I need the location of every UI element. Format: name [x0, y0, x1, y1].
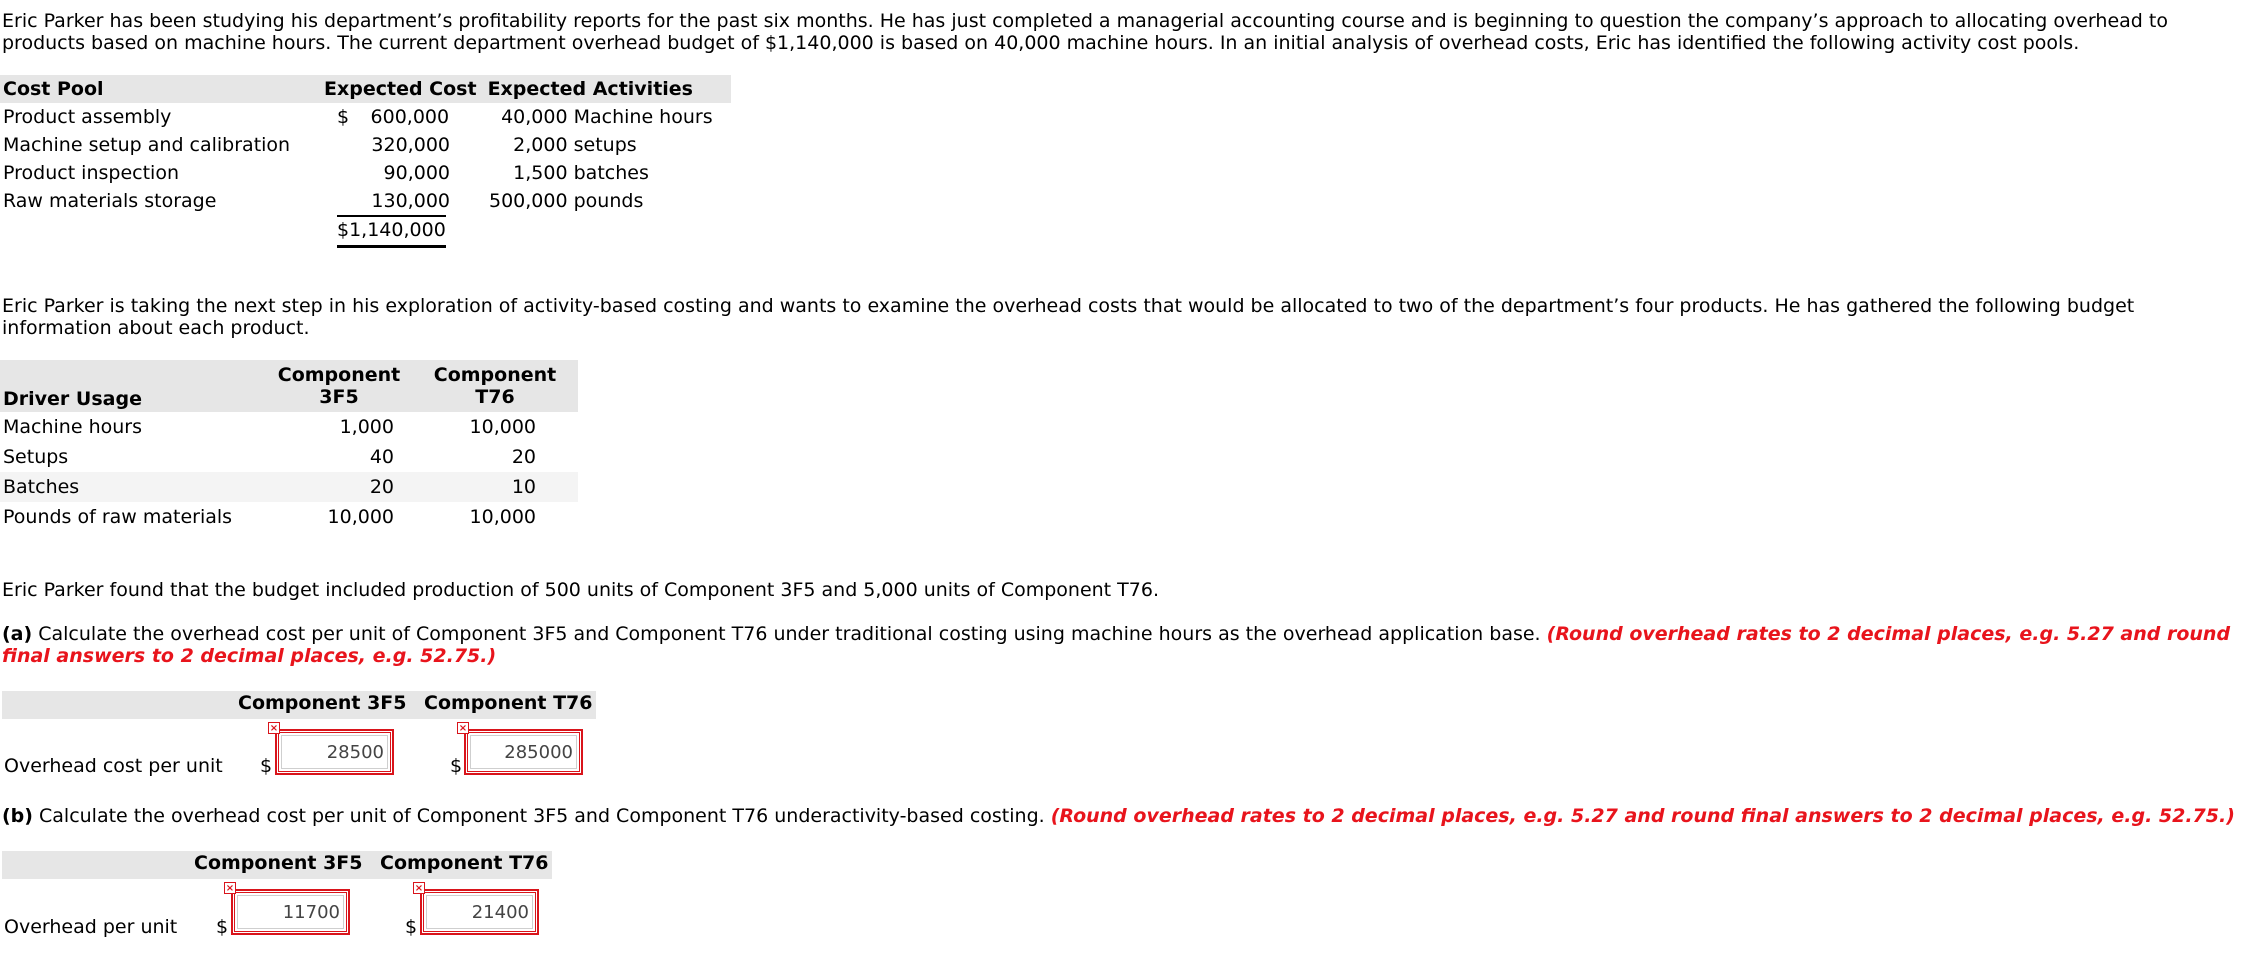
- part-b-dollar-2: $: [405, 916, 418, 938]
- driver-3f5-value: 10,000: [327, 506, 394, 528]
- part-a-tag: (a): [2, 623, 33, 645]
- part-a-t76-input[interactable]: [470, 735, 577, 769]
- expected-cost-header: Expected Cost: [324, 78, 477, 100]
- driver-usage-table: [0, 360, 578, 532]
- expected-activities-header: Expected Activities: [487, 78, 693, 100]
- incorrect-icon: ×: [269, 723, 279, 734]
- col1-line1: Component: [277, 364, 401, 386]
- pool-cost: 320,000: [371, 134, 450, 156]
- pool-cost: 130,000: [371, 190, 450, 212]
- part-b-tag: (b): [2, 805, 33, 827]
- part-b-answer-1-box: [231, 889, 350, 935]
- table-row: [0, 103, 731, 131]
- pool-cost: 600,000: [370, 106, 450, 128]
- part-a-text: Calculate the overhead cost per unit of Component 3F5 and Component T76 under traditional costing using machine hours as the overhead application base.: [32, 623, 1547, 645]
- part-b-question: [2, 805, 2242, 827]
- driver-3f5-value: 1,000: [339, 416, 394, 438]
- pool-unit: Machine hours: [573, 106, 713, 128]
- part-a-3f5-input[interactable]: [281, 735, 388, 769]
- intro-paragraph: Eric Parker has been studying his department’s profitability reports for the past six months. He has just completed a managerial accounting course and is beginning to question the company’s approach to allocating overhead to products based on machine hours. The current department overhead budget of $1,140,000 is based on 40,000 machine hours. In an initial analysis of overhead costs, Eric has identified the following activity cost pools.: [2, 10, 2168, 54]
- table-row: [0, 159, 731, 187]
- part-a-answer-1-box: [275, 729, 394, 775]
- table-row: [0, 131, 731, 159]
- incorrect-icon: ×: [414, 883, 424, 894]
- pool-qty: 40,000: [501, 106, 568, 128]
- pool-qty: 1,500: [513, 162, 568, 184]
- table-row: [0, 412, 578, 442]
- driver-label: Machine hours: [3, 416, 142, 438]
- part-a-dollar-2: $: [450, 755, 463, 777]
- col1-line2: 3F5: [319, 386, 359, 408]
- driver-t76-value: 10: [511, 476, 536, 498]
- table-row: [0, 442, 578, 472]
- pool-name: Product assembly: [3, 106, 172, 128]
- part-b-col2-header: Component T76: [380, 852, 549, 874]
- driver-3f5-value: 40: [369, 446, 394, 468]
- pool-name: Product inspection: [3, 162, 179, 184]
- part-b-answer-2-box: [420, 889, 539, 935]
- driver-t76-value: 20: [511, 446, 536, 468]
- col2-line1: Component: [433, 364, 557, 386]
- part-b-instruction: (Round overhead rates to 2 decimal places, e.g. 5.27 and round final answers to 2 decimal places, e.g. 52.75.): [1050, 805, 2235, 827]
- part-a-question: [2, 623, 2242, 667]
- part-b-col1-header: Component 3F5: [194, 852, 363, 874]
- component-t76-header: [412, 360, 578, 412]
- incorrect-icon: ×: [458, 723, 468, 734]
- driver-t76-value: 10,000: [469, 506, 536, 528]
- driver-label: Setups: [3, 446, 69, 468]
- part-a-col1-header: Component 3F5: [238, 692, 407, 714]
- driver-usage-header: Driver Usage: [3, 388, 142, 410]
- currency-sign: $: [337, 106, 350, 128]
- part-b-dollar-1: $: [216, 916, 229, 938]
- component-3f5-header: [266, 360, 412, 412]
- cost-pool-header: Cost Pool: [3, 78, 104, 100]
- driver-label: Pounds of raw materials: [3, 506, 233, 528]
- part-b-row-label: Overhead per unit: [4, 916, 178, 938]
- driver-t76-value: 10,000: [469, 416, 536, 438]
- part-a-row-label: Overhead cost per unit: [4, 755, 223, 777]
- pool-qty: 2,000: [513, 134, 568, 156]
- pool-unit: pounds: [573, 190, 644, 212]
- pool-qty: 500,000: [488, 190, 568, 212]
- incorrect-icon: ×: [225, 883, 235, 894]
- pool-name: Raw materials storage: [3, 190, 217, 212]
- part-a-instruction: (Round overhead rates to 2 decimal places, e.g. 5.27 and round final answers to 2 decimal places, e.g. 52.75.): [2, 623, 2231, 667]
- table-row: [0, 472, 578, 502]
- table-row: [0, 187, 731, 215]
- pool-unit: batches: [573, 162, 649, 184]
- driver-label: Batches: [3, 476, 80, 498]
- total-cost: $1,140,000: [337, 215, 446, 248]
- pool-name: Machine setup and calibration: [3, 134, 291, 156]
- part-b-3f5-input[interactable]: [237, 895, 344, 929]
- total-row: [0, 215, 731, 248]
- pool-cost: 90,000: [383, 162, 450, 184]
- pool-unit: setups: [573, 134, 637, 156]
- part-a-col2-header: Component T76: [424, 692, 593, 714]
- col2-line2: T76: [475, 386, 515, 408]
- table-row: [0, 502, 578, 532]
- part-a-dollar-1: $: [260, 755, 273, 777]
- part-b-t76-input[interactable]: [426, 895, 533, 929]
- cost-pool-table: [0, 75, 731, 248]
- part-b-text: Calculate the overhead cost per unit of Component 3F5 and Component T76 underactivity-based costing.: [32, 805, 1051, 827]
- part-a-answer-2-box: [464, 729, 583, 775]
- driver-3f5-value: 20: [369, 476, 394, 498]
- product-info-paragraph: Eric Parker is taking the next step in his exploration of activity-based costing and wants to examine the overhead costs that would be allocated to two of the department’s four products. He has gathered the following budget information about each product.: [2, 295, 2135, 339]
- production-paragraph: Eric Parker found that the budget included production of 500 units of Component 3F5 and 5,000 units of Component T76.: [2, 579, 1159, 601]
